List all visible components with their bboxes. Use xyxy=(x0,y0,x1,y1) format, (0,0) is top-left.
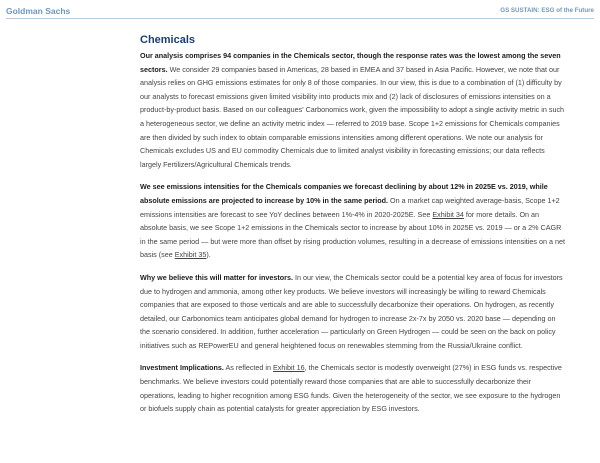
paragraph-implications xyxy=(140,361,565,415)
paragraph-investors xyxy=(140,271,565,353)
main-content xyxy=(140,34,565,425)
section-title: Chemicals xyxy=(140,34,196,46)
paragraph-lead: Our analysis comprises 94 companies in the Chemicals sector, though the response rates was the lowest among the seven sectors. xyxy=(140,51,561,74)
paragraph-text: , the Chemicals sector is modestly overweight (27%) in ESG funds vs. respective benchmarks. We believe investors could potentially reward those companies that are able to successfully decarbonize their operations, leading to higher recognition among ESG funds. Given the heterogeneity of the sector, we see exposure to the hydrogen or biofuels supply chain as potential catalysts for greater appreciation by ESG investors. xyxy=(140,363,562,414)
paragraph-text: As reflected in xyxy=(223,363,274,373)
exhibit-link[interactable]: Exhibit 34 xyxy=(432,209,464,219)
exhibit-link[interactable]: Exhibit 16 xyxy=(273,363,305,373)
report-title: GS SUSTAIN: ESG of the Future xyxy=(500,7,594,14)
paragraph-text: for more details. On an absolute basis, we see Scope 1+2 emissions in the Chemicals sector to increase by about 10% in 2025E vs. 2019 — or a 2% CAGR in the same period — but were more than offset by rising production volumes, resulting in a decrease of emissions intensities on a net basis (see xyxy=(140,209,565,260)
exhibit-link[interactable]: Exhibit 35 xyxy=(174,250,207,260)
paragraph-lead: Why we believe this will matter for investors. xyxy=(140,272,293,282)
brand-logo-text: Goldman Sachs xyxy=(6,6,71,16)
paragraph-emissions xyxy=(140,180,565,262)
paragraph-text: ). xyxy=(206,250,211,260)
paragraph-lead: We see emissions intensities for the Chemicals companies we forecast declining by about 12% in 2025E vs. 2019, while absolute emissions are projected to increase by 10% in the same period. xyxy=(140,182,548,205)
paragraph-text: In our view, the Chemicals sector could be a potential key area of focus for investors due to hydrogen and ammonia, among other key products. We believe investors will increasingly be willing to reward Chemicals companies that are exposed to those verticals and are able to successfully decarbonize their operations. On hydrogen, as recently detailed, our Carbonomics team anticipates global demand for hydrogen to increase 2x-7x by 2050 vs. 2020 base — depending on the scenario considered. In addition, further acceleration — particularly on Green Hydrogen — could be seen on the back on policy initiatives such as REPowerEU and general heightened focus on renewables stemming from the Russia/Ukraine conflict. xyxy=(140,272,563,350)
header-divider xyxy=(6,18,594,19)
paragraph-lead: Investment Implications. xyxy=(140,363,224,373)
paragraph-text: We consider 29 companies based in Americas, 28 based in EMEA and 37 based in Asia Pacific. However, we note that our analysis relies on GHG emissions estimates for only 8 of those companies. In our view, this is due to a combination of (1) difficulty by our analysts to forecast emissions given limited visibility into products mix and (2) lack of disclosures of emissions intensities on a product-by-product basis. Based on our colleagues' Carbonomics work, given the impossibility to adopt a single activity metric in such a heterogeneous sector, we define an activity metric index — referred to 2019 base. Scope 1+2 emissions for Chemicals companies are then divided by such index to obtain comparable emissions intensities among different operations. We note our analysis for Chemicals excludes US and EU commodity Chemicals due to limited analyst visibility in forecasting emissions; our data reflects largely Fertilizers/Agricultural Chemicals trends. xyxy=(140,64,565,169)
paragraph-overview xyxy=(140,49,565,171)
paragraph-text: On a market cap weighted average-basis, Scope 1+2 emissions intensities are forecast to see YoY declines between 1%-4% in 2020-2025E. See xyxy=(140,195,560,219)
page-header xyxy=(6,4,594,20)
